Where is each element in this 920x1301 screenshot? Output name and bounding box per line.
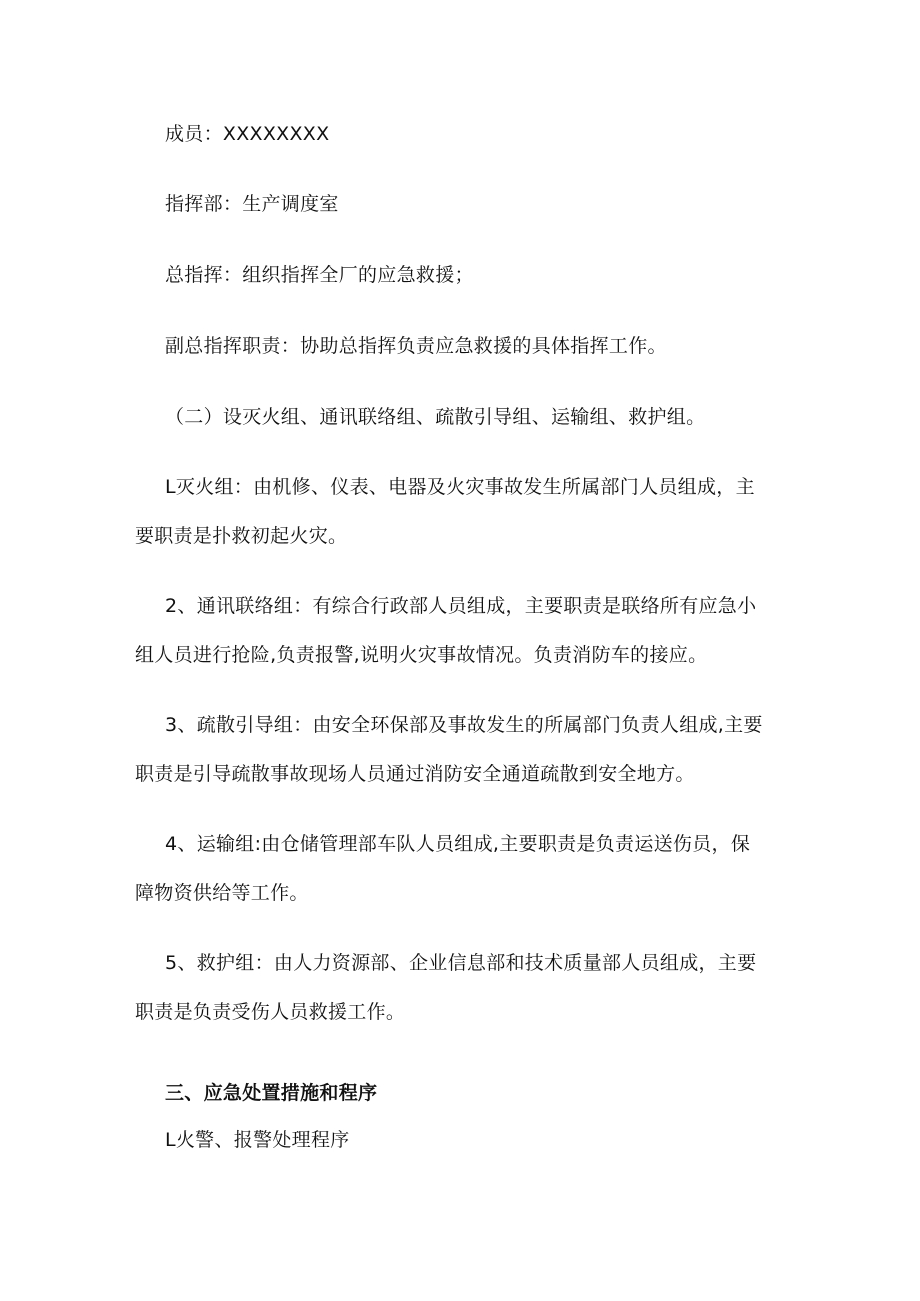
members-line: 成员：XXXXXXXX (165, 123, 330, 145)
evac-group-line-1: 3、疏散引导组：由安全环保部及事故发生的所属部门负责人组成,主要 (165, 714, 763, 736)
commander-line: 总指挥：组织指挥全厂的应急救援； (165, 264, 474, 286)
command-post-line: 指挥部：生产调度室 (165, 193, 339, 215)
comm-group-line-2: 组人员进行抢险,负责报警,说明火灾事故情况。负责消防车的接应。 (135, 644, 708, 666)
evac-group-line-2: 职责是引导疏散事故现场人员通过消防安全通道疏散到安全地方。 (135, 763, 695, 785)
fire-group-line-2: 要职责是扑救初起火灾。 (135, 525, 348, 547)
transport-group-line-1: 4、运输组:由仓储管理部车队人员组成,主要职责是负责运送伤员，保 (165, 833, 751, 855)
transport-group-line-2: 障物资供给等工作。 (135, 882, 309, 904)
rescue-group-line-1: 5、救护组：由人力资源部、企业信息部和技术质量部人员组成，主要 (165, 952, 757, 974)
fire-alarm-procedure-heading: L火警、报警处理程序 (165, 1129, 350, 1151)
fire-group-line-1: L灭火组：由机修、仪表、电器及火灾事故发生所属部门人员组成，主 (165, 476, 755, 498)
comm-group-line-1: 2、通讯联络组：有综合行政部人员组成，主要职责是联络所有应急小 (165, 595, 757, 617)
deputy-commander-line: 副总指挥职责：协助总指挥负责应急救援的具体指挥工作。 (165, 335, 667, 357)
section-three-heading: 三、应急处置措施和程序 (165, 1082, 378, 1104)
rescue-group-line-2: 职责是负责受伤人员救援工作。 (135, 1001, 406, 1023)
groups-heading: （二）设灭火组、通讯联络组、疏散引导组、运输组、救护组。 (165, 406, 706, 428)
